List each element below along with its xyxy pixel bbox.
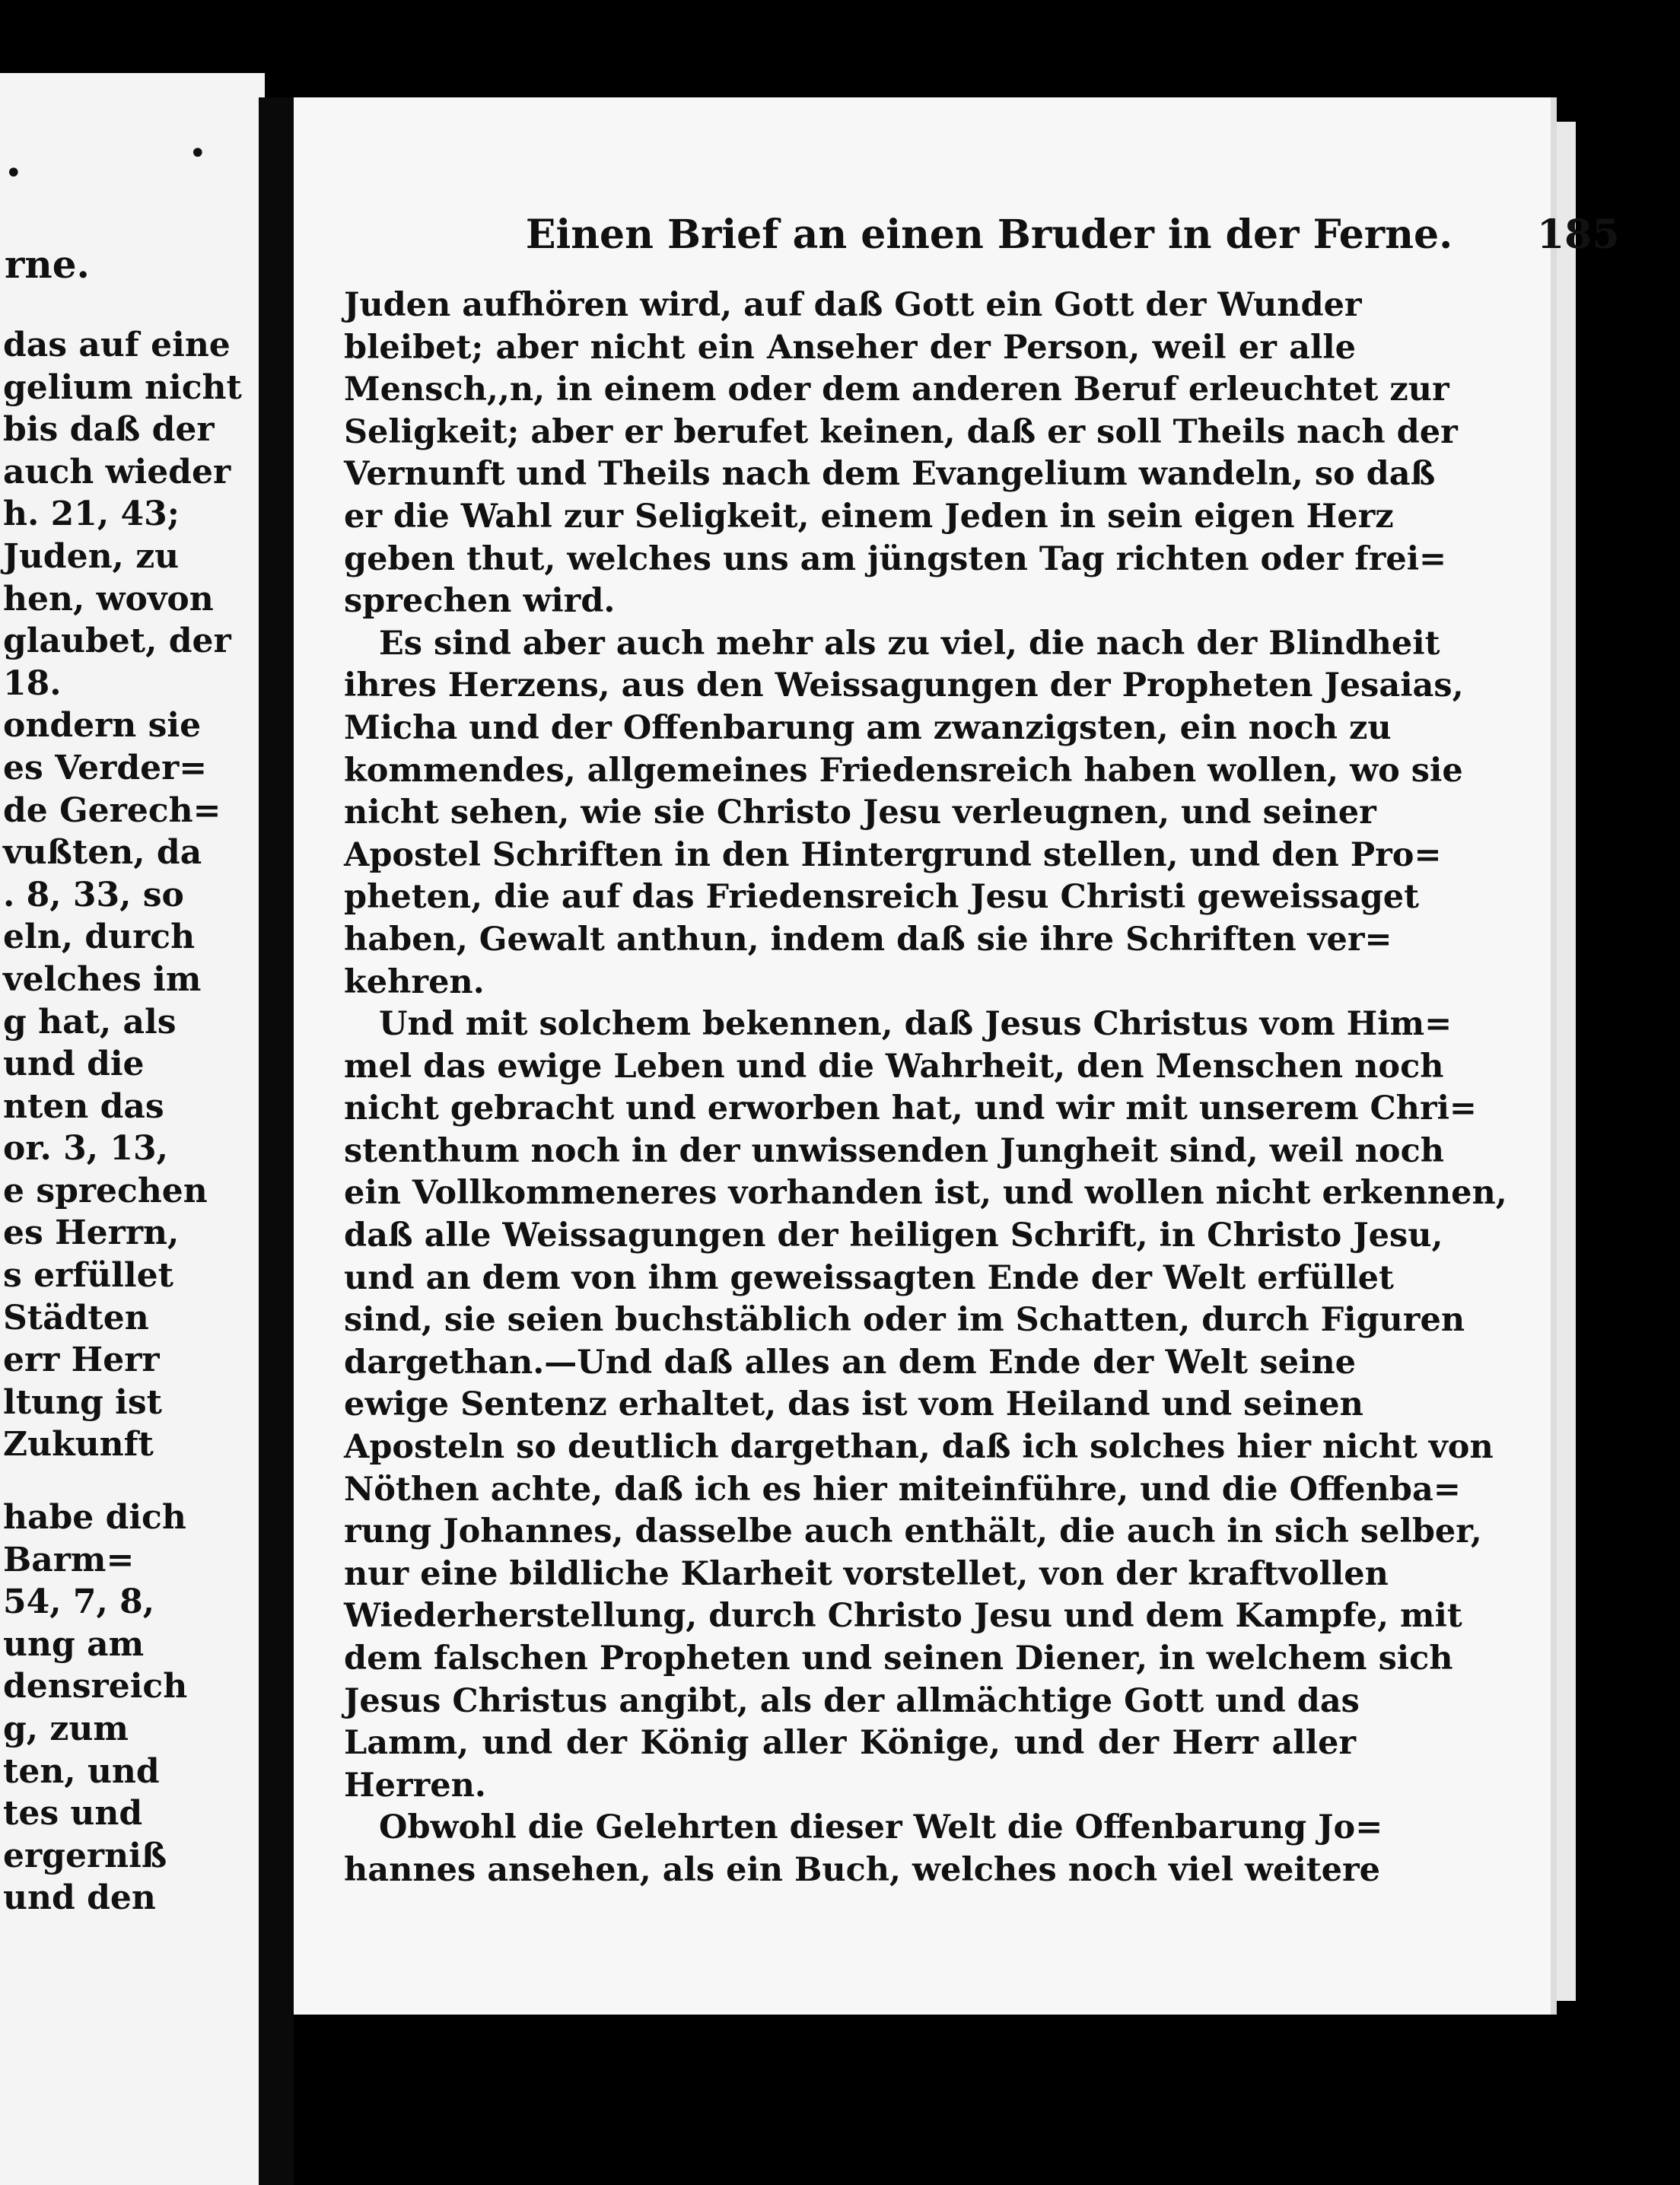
text-line: Mensch,,n, in einem oder dem anderen Beruf erleuchtet zur: [344, 371, 1449, 409]
page-number: 185: [1537, 212, 1620, 258]
left-text-line: ergerniß: [3, 1836, 167, 1875]
book-gutter: [259, 97, 294, 2185]
left-running-header: rne.: [5, 242, 90, 287]
left-text-line: das auf eine: [3, 326, 231, 364]
left-text-line: g hat, als: [3, 1002, 177, 1042]
left-text-line: 54, 7, 8,: [3, 1582, 155, 1622]
left-text-line: h. 21, 43;: [3, 495, 180, 534]
page-body-text: [344, 285, 1507, 1892]
left-text-line: ltung ist: [3, 1382, 162, 1422]
text-line: stenthum noch in der unwissenden Jungheit sind, weil noch: [344, 1131, 1445, 1170]
left-text-line: err Herr: [3, 1341, 160, 1380]
main-page: [294, 97, 1620, 2015]
page-header: [472, 212, 1659, 258]
left-text-line: es Verder=: [3, 748, 208, 787]
left-text-line: ten, und: [3, 1751, 160, 1791]
text-line: Micha und der Offenbarung am zwanzigsten, ein noch zu: [344, 708, 1392, 747]
text-line: nur eine bildliche Klarheit vorstellet, von der kraftvollen: [344, 1554, 1389, 1593]
left-text-line: de Gerech=: [3, 790, 221, 830]
text-line: sind, sie seien buchstäblich oder im Schatten, durch Figuren: [344, 1301, 1465, 1340]
text-line: kehren.: [344, 962, 485, 1001]
text-line: dem falschen Propheten und seinen Diener, in welchem sich: [344, 1640, 1453, 1678]
left-text-line: habe dich: [3, 1498, 186, 1538]
speck: •: [5, 156, 23, 191]
text-line: haben, Gewalt anthun, indem daß sie ihre Schriften ver=: [344, 920, 1392, 959]
left-page-text: [0, 324, 263, 1919]
left-text-line: Städten: [3, 1298, 149, 1337]
left-text-line: Zukunft: [3, 1425, 154, 1465]
text-line: Jesus Christus angibt, als der allmächtige Gott und das: [344, 1681, 1360, 1720]
text-line: bleibet; aber nicht ein Ansеher der Person, weil er alle: [344, 328, 1356, 367]
text-line: Herren.: [344, 1766, 486, 1805]
running-header: Einen Brief an einen Bruder in der Ferne.: [525, 212, 1453, 258]
left-text-line: eln, durch: [3, 918, 196, 957]
text-line: nicht sehen, wie sie Christo Jesu verleugnen, und seiner: [344, 794, 1376, 832]
left-text-line: densreich: [3, 1667, 188, 1706]
text-line: ewige Sentenz erhaltet, das ist vom Heiland und seinen: [344, 1385, 1363, 1424]
text-line: rung Johannes, dasselbe auch enthält, die auch in sich selber,: [344, 1512, 1482, 1551]
text-line: er die Wahl zur Seligkeit, einem Jeden in sein eigen Herz: [344, 497, 1394, 536]
text-line: Wiederherstellung, durch Christo Jesu und dem Kampfe, mit: [344, 1597, 1462, 1636]
left-text-line: s erfüllet: [3, 1256, 173, 1296]
left-text-line: g, zum: [3, 1710, 129, 1748]
text-line: hannes ansehen, als ein Buch, welches noch viel weitere: [344, 1850, 1380, 1889]
text-line: Lamm, und der König aller Könige, und der Herr aller: [344, 1724, 1356, 1763]
left-text-line: glaubet, der: [3, 622, 231, 661]
left-page-fragment: [0, 73, 265, 2185]
left-text-line: or. 3, 13,: [3, 1129, 168, 1169]
text-line: kommendes, allgemeines Friedensreich haben wollen, wo sie: [344, 751, 1463, 790]
left-text-line: nten das: [3, 1086, 164, 1126]
speck: •: [189, 136, 207, 171]
left-text-line: auch wieder: [3, 452, 231, 491]
left-text-line: bis daß der: [3, 410, 215, 450]
text-line: und an dem von ihm geweissagten Ende der Welt erfüllet: [344, 1258, 1394, 1297]
left-text-line: und den: [3, 1878, 156, 1918]
text-line: nicht gebracht und erworben hat, und wir mit unserem Chri=: [344, 1089, 1477, 1128]
left-text-line: hen, wovon: [3, 579, 214, 619]
text-line: Und mit solchem bekennen, daß Jesus Christus vom Him=: [379, 1005, 1452, 1044]
text-line: Aposteln so deutlich dargethan, daß ich solches hier nicht von: [344, 1428, 1494, 1467]
text-line: Es sind aber auch mehr als zu viel, die nach der Blindheit: [379, 624, 1440, 663]
left-text-line: . 8, 33, so: [3, 875, 184, 914]
text-line: sprechen wird.: [344, 582, 616, 621]
text-line: Juden aufhören wird, auf daß Gott ein Gott der Wunder: [344, 286, 1362, 324]
left-text-line: e sprechen: [3, 1171, 208, 1210]
text-line: geben thut, welches uns am jüngsten Tag richten oder frei=: [344, 539, 1447, 578]
text-line: Nöthen achte, daß ich es hier miteinführe, und die Offenba=: [344, 1470, 1461, 1509]
text-line: daß alle Weissagungen der heiligen Schrift, in Christo Jesu,: [344, 1217, 1443, 1255]
text-line: ein Vollkommeneres vorhanden ist, und wollen nicht erkennen,: [344, 1174, 1507, 1213]
text-line: mel das ewige Leben und die Wahrheit, den Menschen noch: [344, 1047, 1444, 1086]
left-text-line: 18.: [3, 663, 62, 703]
text-line: pheten, die auf das Friedensreich Jesu Christi geweissaget: [344, 878, 1420, 917]
left-text-line: es Herrn,: [3, 1213, 180, 1253]
text-line: Apostel Schriften in den Hintergrund stellen, und den Pro=: [344, 835, 1442, 874]
left-text-line: ung am: [3, 1624, 145, 1664]
text-line: dargethan.—Und daß alles an dem Ende der Welt seine: [344, 1343, 1356, 1382]
left-text-line: Juden, zu: [3, 536, 180, 576]
left-text-line: vußten, da: [3, 833, 202, 873]
left-text-line: velches im: [3, 959, 202, 999]
left-text-line: ondern sie: [3, 706, 202, 746]
text-line: Vernunft und Theils nach dem Evangelium wandeln, so daß: [344, 455, 1436, 494]
text-line: ihres Herzens, aus den Weissagungen der Propheten Jesaias,: [344, 666, 1464, 705]
left-text-line: gelium nicht: [3, 367, 242, 407]
left-text-line: Barm=: [3, 1540, 135, 1579]
text-line: Obwohl die Gelehrten dieser Welt die Offenbarung Jo=: [379, 1808, 1383, 1847]
left-text-line: tes und: [3, 1794, 143, 1834]
text-line: Seligkeit; aber er berufet keinen, daß er soll Theils nach der: [344, 412, 1458, 451]
left-text-line: und die: [3, 1045, 145, 1084]
